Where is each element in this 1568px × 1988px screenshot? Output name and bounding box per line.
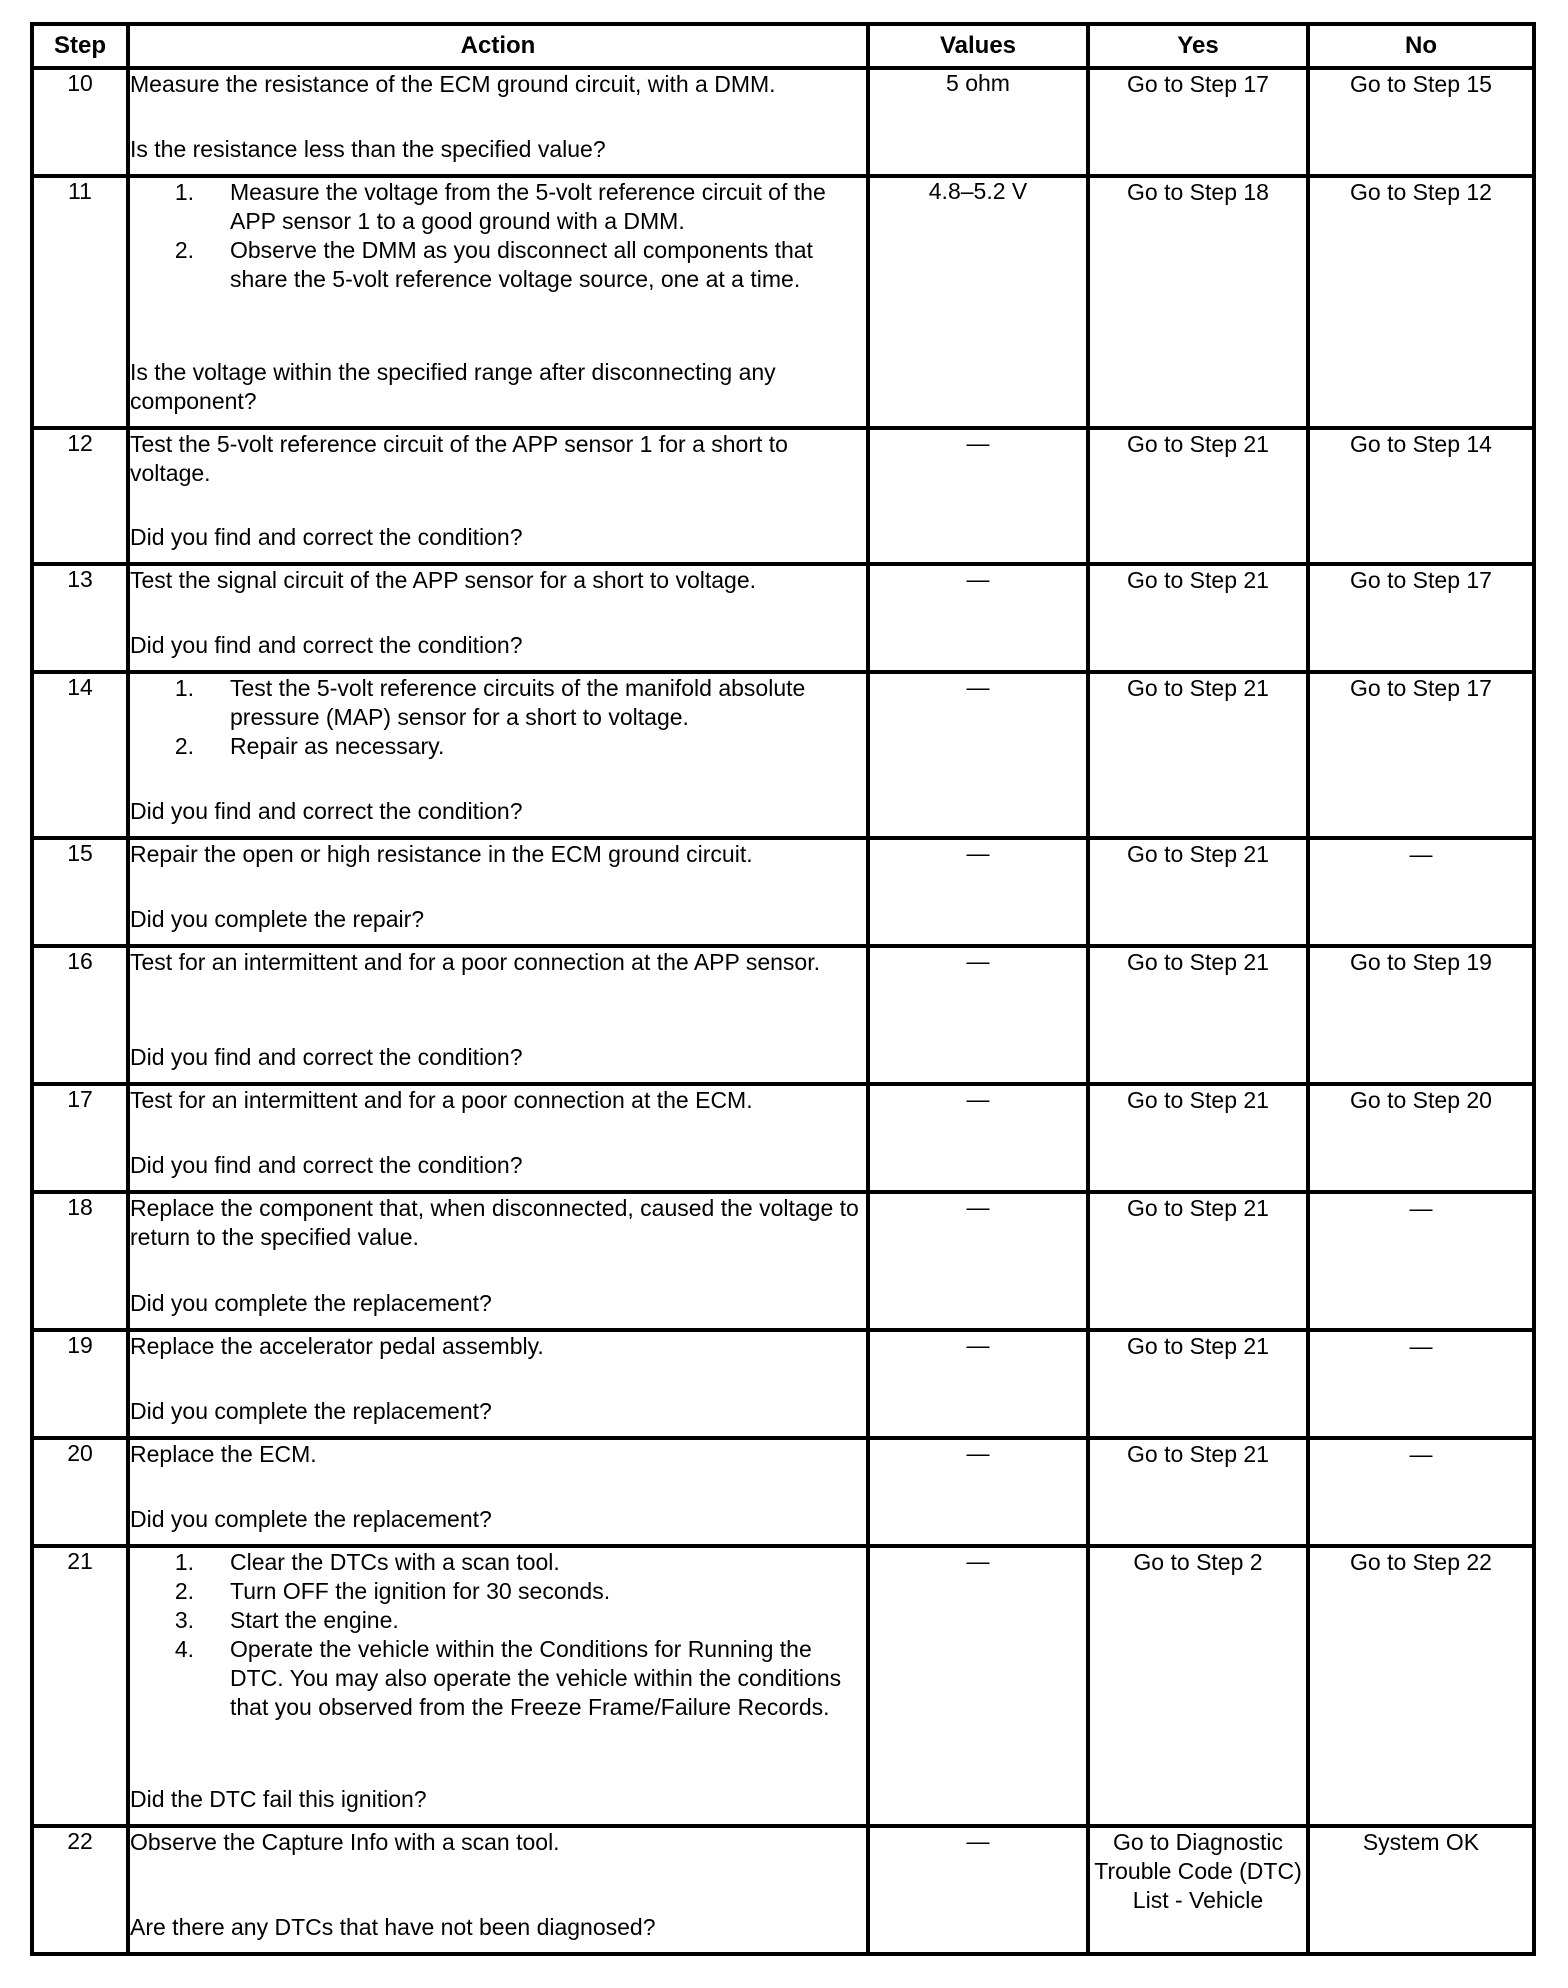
no-cell: System OK	[1308, 1826, 1534, 1954]
action-cell	[128, 672, 868, 838]
table-row	[32, 428, 1534, 564]
values-cell: —	[868, 428, 1088, 564]
yes-cell: Go to Step 21	[1088, 428, 1308, 564]
no-cell: —	[1308, 1438, 1534, 1546]
values-cell: —	[868, 564, 1088, 672]
action-step-item	[130, 1635, 866, 1722]
step-number: 20	[32, 1438, 128, 1546]
step-number: 19	[32, 1330, 128, 1438]
action-question: Are there any DTCs that have not been diagnosed?	[130, 1914, 656, 1940]
action-cell	[128, 68, 868, 176]
yes-cell: Go to Step 21	[1088, 1330, 1308, 1438]
table-row	[32, 176, 1534, 428]
action-step-text: Test the 5-volt reference circuits of the manifold absolute pressure (MAP) sensor for a short to voltage.	[230, 675, 806, 730]
step-number: 12	[32, 428, 128, 564]
header-yes: Yes	[1088, 24, 1308, 68]
no-cell: —	[1308, 1330, 1534, 1438]
action-step-number: 2.	[174, 733, 194, 759]
table-row	[32, 672, 1534, 838]
no-cell: Go to Step 12	[1308, 176, 1534, 428]
action-cell	[128, 838, 868, 946]
yes-cell: Go to Diagnostic Trouble Code (DTC) List - Vehicle	[1088, 1826, 1308, 1954]
action-content	[130, 674, 866, 826]
table-row	[32, 1330, 1534, 1438]
action-question: Did you find and correct the condition?	[130, 1044, 523, 1070]
action-step-number: 2.	[174, 1578, 194, 1604]
action-question: Did you find and correct the condition?	[130, 1152, 523, 1178]
table-row	[32, 1826, 1534, 1954]
table-row	[32, 1546, 1534, 1826]
values-cell: —	[868, 1546, 1088, 1826]
action-content	[130, 948, 866, 1072]
table-row	[32, 1438, 1534, 1546]
action-content	[130, 70, 866, 164]
action-content	[130, 1440, 866, 1534]
step-number: 22	[32, 1826, 128, 1954]
step-number: 14	[32, 672, 128, 838]
action-text: Repair the open or high resistance in the ECM ground circuit.	[130, 841, 753, 867]
action-step-item	[130, 674, 866, 732]
no-cell: Go to Step 20	[1308, 1084, 1534, 1192]
action-cell	[128, 428, 868, 564]
action-cell	[128, 1826, 868, 1954]
action-content	[130, 1828, 866, 1942]
action-question: Did you complete the replacement?	[130, 1506, 492, 1532]
action-cell	[128, 1084, 868, 1192]
table-row	[32, 68, 1534, 176]
table-header	[32, 24, 1534, 68]
no-cell: Go to Step 22	[1308, 1546, 1534, 1826]
action-content	[130, 1194, 866, 1318]
action-question: Is the voltage within the specified range after disconnecting any component?	[130, 359, 776, 414]
action-content	[130, 430, 866, 552]
step-number: 13	[32, 564, 128, 672]
yes-cell: Go to Step 21	[1088, 672, 1308, 838]
action-cell	[128, 564, 868, 672]
action-step-item	[130, 1606, 866, 1635]
yes-cell: Go to Step 21	[1088, 838, 1308, 946]
no-cell: Go to Step 19	[1308, 946, 1534, 1084]
no-cell: Go to Step 14	[1308, 428, 1534, 564]
no-cell: Go to Step 15	[1308, 68, 1534, 176]
action-step-text: Observe the DMM as you disconnect all components that share the 5-volt reference voltage source, one at a time.	[230, 237, 813, 292]
action-content	[130, 1332, 866, 1426]
action-content	[130, 1086, 866, 1180]
action-content	[130, 566, 866, 660]
header-values: Values	[868, 24, 1088, 68]
yes-cell: Go to Step 18	[1088, 176, 1308, 428]
yes-cell: Go to Step 21	[1088, 564, 1308, 672]
yes-cell: Go to Step 21	[1088, 1084, 1308, 1192]
action-step-text: Clear the DTCs with a scan tool.	[230, 1549, 560, 1575]
action-step-text: Repair as necessary.	[230, 733, 445, 759]
action-question: Did you complete the repair?	[130, 906, 425, 932]
action-question: Did you find and correct the condition?	[130, 524, 523, 550]
action-question: Did you complete the replacement?	[130, 1290, 492, 1316]
action-steps-list	[130, 178, 866, 294]
no-cell: —	[1308, 838, 1534, 946]
action-step-item	[130, 178, 866, 236]
no-cell: Go to Step 17	[1308, 564, 1534, 672]
step-number: 16	[32, 946, 128, 1084]
step-number: 10	[32, 68, 128, 176]
action-question: Did you find and correct the condition?	[130, 798, 523, 824]
action-cell	[128, 1438, 868, 1546]
values-cell: —	[868, 1192, 1088, 1330]
action-text: Replace the ECM.	[130, 1441, 317, 1467]
values-cell: —	[868, 946, 1088, 1084]
action-step-number: 1.	[174, 675, 194, 701]
values-cell: 5 ohm	[868, 68, 1088, 176]
step-number: 15	[32, 838, 128, 946]
action-step-item	[130, 1548, 866, 1577]
action-cell	[128, 176, 868, 428]
values-cell: —	[868, 1330, 1088, 1438]
values-cell: —	[868, 1826, 1088, 1954]
yes-cell: Go to Step 21	[1088, 1438, 1308, 1546]
action-text: Replace the component that, when disconnected, caused the voltage to return to the specified value.	[130, 1195, 859, 1250]
header-step: Step	[32, 24, 128, 68]
action-cell	[128, 1330, 868, 1438]
action-step-text: Turn OFF the ignition for 30 seconds.	[230, 1578, 611, 1604]
yes-cell: Go to Step 21	[1088, 1192, 1308, 1330]
header-no: No	[1308, 24, 1534, 68]
action-text: Test the signal circuit of the APP sensor for a short to voltage.	[130, 567, 757, 593]
action-step-item	[130, 1577, 866, 1606]
action-steps-list	[130, 1548, 866, 1722]
action-step-number: 2.	[174, 237, 194, 263]
table-row	[32, 1084, 1534, 1192]
action-step-text: Start the engine.	[230, 1607, 399, 1633]
action-text: Measure the resistance of the ECM ground circuit, with a DMM.	[130, 71, 776, 97]
action-content	[130, 1548, 866, 1814]
action-text: Observe the Capture Info with a scan tool.	[130, 1829, 560, 1855]
action-step-number: 4.	[174, 1636, 194, 1662]
action-content	[130, 840, 866, 934]
action-step-text: Operate the vehicle within the Conditions for Running the DTC. You may also operate the vehicle within the conditions that you observed from the Freeze Frame/Failure Records.	[230, 1636, 842, 1720]
no-cell: —	[1308, 1192, 1534, 1330]
action-text: Test for an intermittent and for a poor connection at the ECM.	[130, 1087, 753, 1113]
values-cell: —	[868, 838, 1088, 946]
yes-cell: Go to Step 2	[1088, 1546, 1308, 1826]
step-number: 18	[32, 1192, 128, 1330]
action-text: Test for an intermittent and for a poor connection at the APP sensor.	[130, 949, 820, 975]
yes-cell: Go to Step 17	[1088, 68, 1308, 176]
values-cell: —	[868, 1084, 1088, 1192]
action-cell	[128, 1192, 868, 1330]
step-number: 17	[32, 1084, 128, 1192]
header-action: Action	[128, 24, 868, 68]
action-content	[130, 178, 866, 416]
diagnostic-table	[30, 22, 1536, 1956]
action-question: Did the DTC fail this ignition?	[130, 1786, 427, 1812]
table-row	[32, 838, 1534, 946]
action-step-number: 1.	[174, 1549, 194, 1575]
action-cell	[128, 1546, 868, 1826]
step-number: 11	[32, 176, 128, 428]
table-row	[32, 564, 1534, 672]
action-step-text: Measure the voltage from the 5-volt reference circuit of the APP sensor 1 to a good ground with a DMM.	[230, 179, 826, 234]
action-question: Did you find and correct the condition?	[130, 632, 523, 658]
action-step-number: 1.	[174, 179, 194, 205]
action-step-item	[130, 236, 866, 294]
action-step-number: 3.	[174, 1607, 194, 1633]
values-cell: 4.8–5.2 V	[868, 176, 1088, 428]
action-text: Replace the accelerator pedal assembly.	[130, 1333, 544, 1359]
no-cell: Go to Step 17	[1308, 672, 1534, 838]
table-body	[32, 68, 1534, 1954]
action-steps-list	[130, 674, 866, 761]
yes-cell: Go to Step 21	[1088, 946, 1308, 1084]
values-cell: —	[868, 1438, 1088, 1546]
values-cell: —	[868, 672, 1088, 838]
action-step-item	[130, 732, 866, 761]
action-question: Is the resistance less than the specified value?	[130, 136, 606, 162]
table-row	[32, 946, 1534, 1084]
action-cell	[128, 946, 868, 1084]
table-row	[32, 1192, 1534, 1330]
action-text: Test the 5-volt reference circuit of the APP sensor 1 for a short to voltage.	[130, 431, 788, 486]
step-number: 21	[32, 1546, 128, 1826]
action-question: Did you complete the replacement?	[130, 1398, 492, 1424]
